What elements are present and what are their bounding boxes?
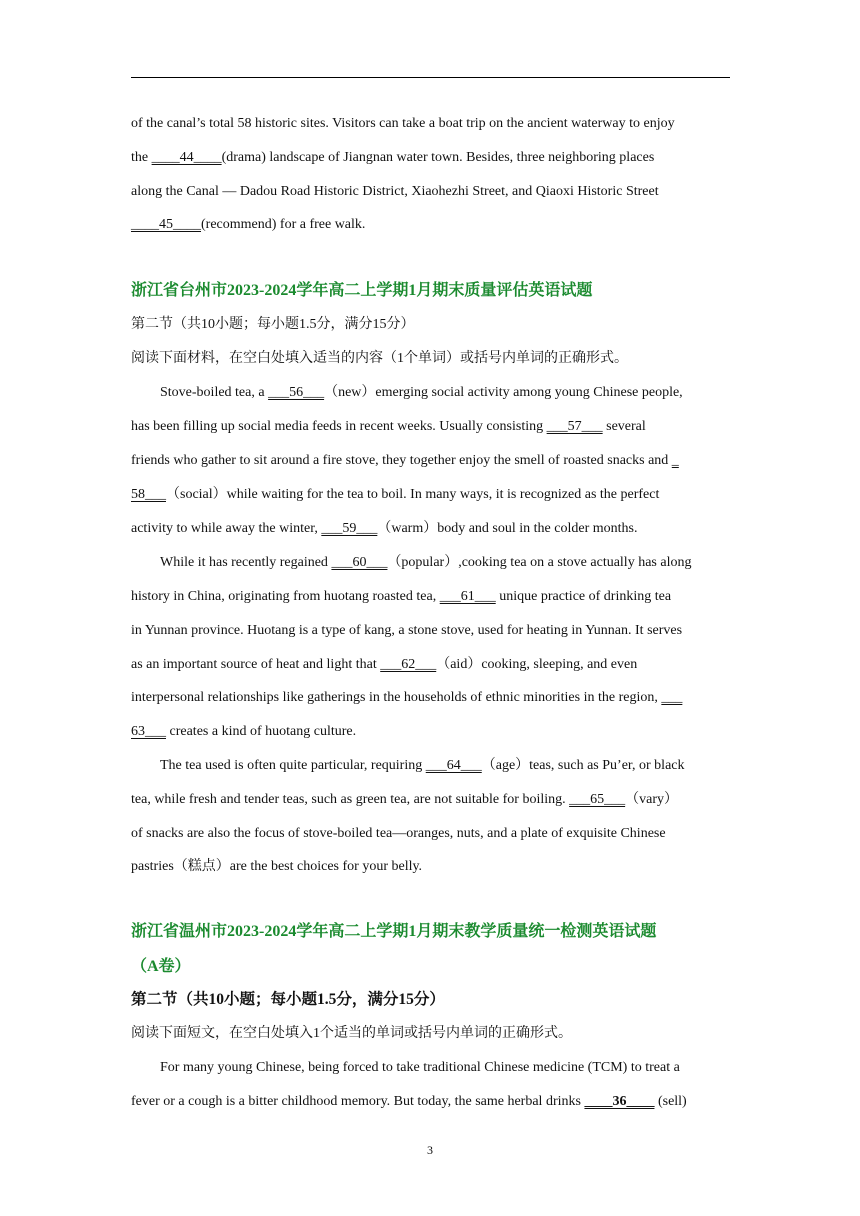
section-subtitle-bold: 第二节（共10小题；每小题1.5分，满分15分）	[131, 991, 445, 1008]
text: （new）emerging social activity among young Chinese people,	[324, 385, 683, 400]
s2-line-9	[131, 655, 637, 675]
text: the	[131, 150, 152, 165]
s2-line-10	[131, 688, 682, 708]
p1-line-4	[131, 215, 365, 235]
s2-line-14	[131, 824, 666, 844]
blank-64: ___64___	[425, 758, 482, 773]
text: activity to while away the winter,	[131, 521, 322, 536]
text: Stove-boiled tea, a	[160, 385, 269, 400]
s2-line-15	[131, 857, 422, 877]
page-number: 3	[427, 1143, 433, 1157]
text: fever or a cough is a bitter childhood memory. But today, the same herbal drinks	[131, 1094, 585, 1109]
s2-line-12	[131, 756, 685, 776]
s2-line-1	[131, 383, 683, 403]
text: creates a kind of huotang culture.	[166, 724, 357, 739]
blank-58-start: _	[671, 453, 679, 468]
blank-58: 58___	[131, 487, 166, 502]
text: （social）while waiting for the tea to boil. In many ways, it is recognized as the perfect	[166, 487, 660, 502]
text: （warm）body and soul in the colder months.	[377, 521, 638, 536]
text: （aid）cooking, sleeping, and even	[436, 657, 638, 672]
blank-36: ____36____	[584, 1094, 655, 1109]
text: pastries（糕点）are the best choices for your belly.	[131, 859, 423, 874]
blank-63-start: ___	[661, 690, 683, 705]
instruction-2: 阅读下面短文，在空白处填入1个适当的单词或括号内单词的正确形式。	[131, 1026, 572, 1041]
blank-61: ___61___	[439, 589, 496, 604]
text: of snacks are also the focus of stove-boiled tea—oranges, nuts, and a plate of exquisite Chinese	[131, 826, 666, 841]
text: in Yunnan province. Huotang is a type of kang, a stone stove, used for heating in Yunnan. It serves	[131, 623, 683, 638]
text: (sell)	[654, 1094, 687, 1109]
text: tea, while fresh and tender teas, such as green tea, are not suitable for boiling.	[131, 792, 570, 807]
text: along the Canal — Dadou Road Historic District, Xiaohezhi Street, and Qiaoxi Historic Street	[131, 184, 659, 199]
text: unique practice of drinking tea	[495, 589, 672, 604]
text: (drama) landscape of Jiangnan water town. Besides, three neighboring places	[221, 150, 655, 165]
text: several	[602, 419, 646, 434]
section-heading-wenzhou-volume: （A卷）	[131, 958, 191, 975]
blank-57: ___57___	[546, 419, 603, 434]
blank-63: 63___	[131, 724, 166, 739]
text: （popular）,cooking tea on a stove actually has along	[387, 555, 692, 570]
s3-line-2	[131, 1092, 687, 1112]
s2-line-6	[131, 553, 691, 573]
s2-line-11	[131, 722, 356, 742]
text: of the canal’s total 58 historic sites. Visitors can take a boat trip on the ancient waterway to enjoy	[131, 116, 675, 131]
s3-line-1	[131, 1058, 680, 1078]
section-heading-wenzhou: 浙江省温州市2023-2024学年高二上学期1月期末教学质量统一检测英语试题	[131, 923, 657, 940]
blank-44: ____44____	[151, 150, 222, 165]
s2-line-2	[131, 417, 646, 437]
p1-line-2	[131, 148, 654, 168]
text: (recommend) for a free walk.	[201, 217, 366, 232]
p1-line-3	[131, 182, 659, 202]
blank-62: ___62___	[380, 657, 437, 672]
text: history in China, originating from huotang roasted tea,	[131, 589, 440, 604]
s2-line-8	[131, 621, 682, 641]
s2-line-13	[131, 790, 678, 810]
instruction: 阅读下面材料，在空白处填入适当的内容（1个单词）或括号内单词的正确形式。	[131, 351, 628, 366]
text: The tea used is often quite particular, requiring	[160, 758, 426, 773]
section-subtitle: 第二节（共10小题；每小题1.5分，满分15分）	[131, 317, 415, 332]
blank-45: ____45____	[131, 217, 201, 232]
text: For many young Chinese, being forced to take traditional Chinese medicine (TCM) to treat a	[160, 1060, 680, 1075]
header-rule	[131, 77, 730, 78]
text: friends who gather to sit around a fire stove, they together enjoy the smell of roasted snacks and	[131, 453, 672, 468]
section-heading-taizhou: 浙江省台州市2023-2024学年高二上学期1月期末质量评估英语试题	[131, 282, 593, 299]
blank-56: ___56___	[268, 385, 325, 400]
text: has been filling up social media feeds in recent weeks. Usually consisting	[131, 419, 547, 434]
s2-line-4	[131, 485, 659, 505]
blank-60: ___60___	[331, 555, 388, 570]
s2-line-5	[131, 519, 637, 539]
p1-line-1	[131, 114, 675, 134]
text: （age）teas, such as Pu’er, or black	[481, 758, 685, 773]
blank-59: ___59___	[321, 521, 378, 536]
text: （vary）	[625, 792, 679, 807]
blank-65: ___65___	[569, 792, 626, 807]
text: While it has recently regained	[160, 555, 332, 570]
text: interpersonal relationships like gatherings in the households of ethnic minorities in the region,	[131, 690, 662, 705]
s2-line-7	[131, 587, 671, 607]
text: as an important source of heat and light that	[131, 657, 381, 672]
s2-line-3	[131, 451, 679, 471]
